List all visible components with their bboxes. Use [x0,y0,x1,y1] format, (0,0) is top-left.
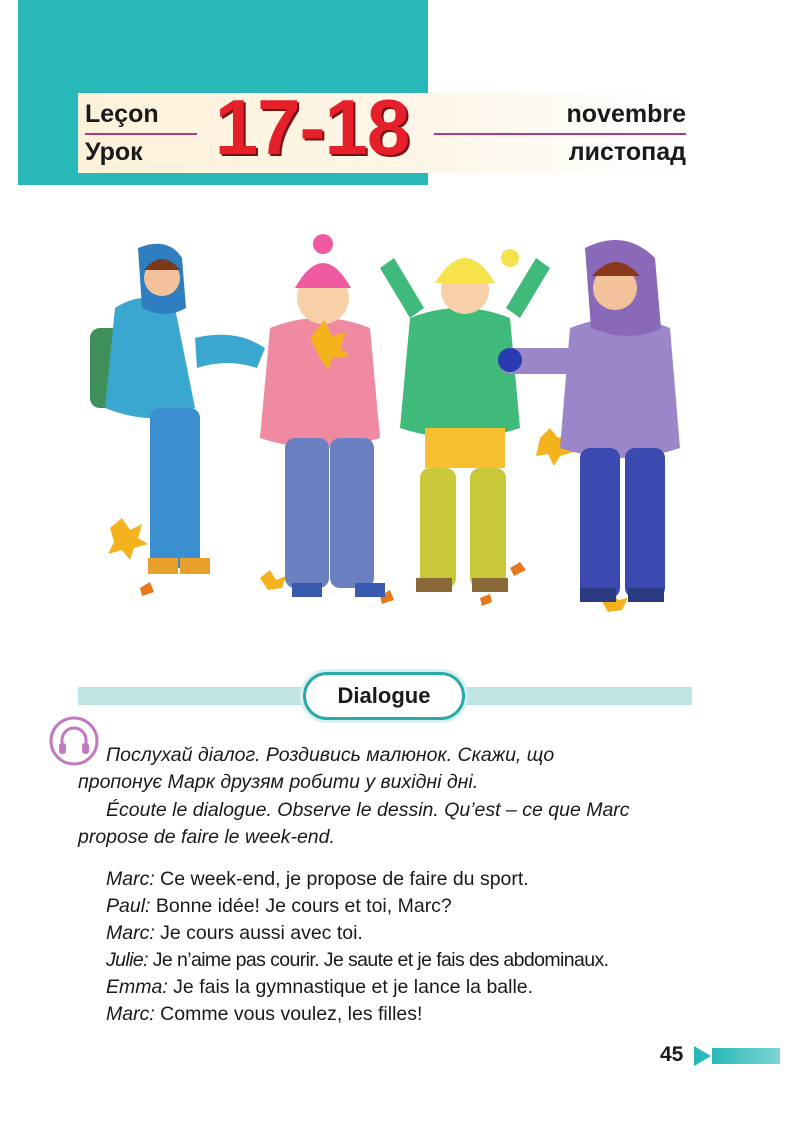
dialogue-line [106,866,529,893]
line-text: Ce week-end, je propose de faire du sport. [154,868,529,890]
page-bar [712,1048,780,1064]
page-arrow-icon [694,1046,711,1066]
instruction-ua-line1 [106,742,692,768]
line-text: Comme vous voulez, les filles! [154,1003,423,1025]
headphones-icon [49,716,99,766]
dialogue-line [106,893,452,920]
instruction-fr-line2: propose de faire le week-end. [78,826,335,848]
child-pink-jacket [260,234,385,597]
line-text: Bonne idée! Je cours et toi, Marc? [150,895,452,917]
instruction-fr-line1: Écoute le dialogue. Observe le dessin. Qu’est – ce que Marc [106,799,630,821]
speaker: Emma: [106,976,168,998]
line-text: Je fais la gymnastique et je lance la balle. [167,976,534,998]
dialogue-title: Dialogue [303,672,465,720]
speaker: Marc: [106,868,155,890]
month-ua: листопад [568,138,686,166]
speaker: Marc: [106,1003,155,1025]
instruction-ua-line2: пропонує Марк друзям робити у вихідні дні. [78,771,479,793]
dialogue-line [106,947,609,974]
dialogue-line [106,974,533,1001]
dialogue-line [106,920,363,947]
speaker: Paul: [106,895,151,917]
speaker: Marc: [106,922,155,944]
page-number: 45 [660,1043,684,1066]
speaker: Julie: [106,949,148,971]
child-green-jacket [380,249,550,592]
month-fr: novembre [566,100,686,128]
instruction-ua-line1-text: Послухай діалог. Роздивись малюнок. Скажи, що [106,744,555,766]
lecon-label: Leçon [85,100,159,128]
lesson-number: 17-18 [214,83,410,171]
urok-label: Урок [85,138,143,166]
children-illustration [80,228,700,648]
header-left-rule [85,133,197,135]
dialogue-line [106,1001,422,1028]
header-right-rule [434,133,686,135]
line-text: Je n’aime pas courir. Je saute et je fais des abdominaux. [147,949,609,971]
line-text: Je cours aussi avec toi. [154,922,363,944]
